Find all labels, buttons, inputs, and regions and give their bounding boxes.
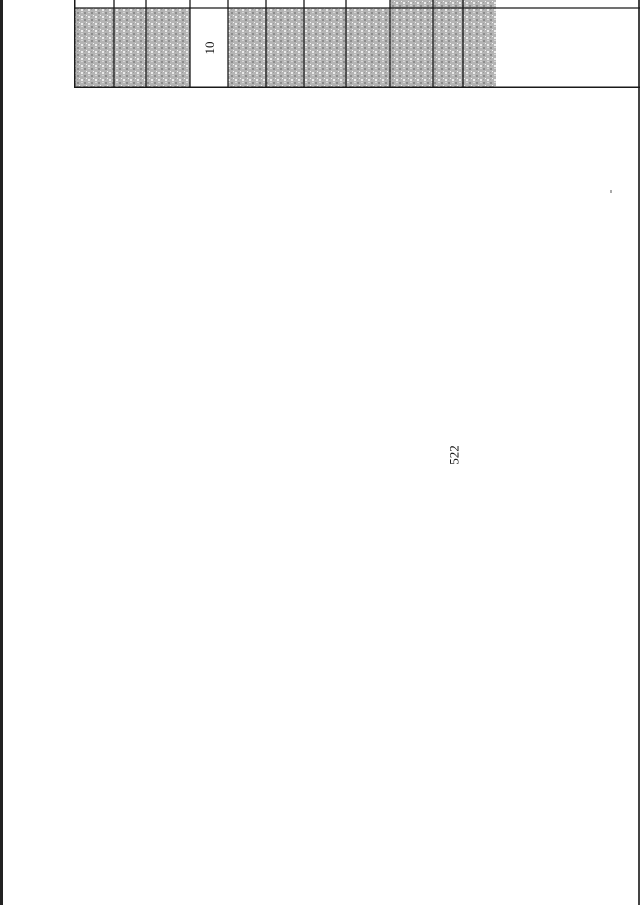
hatched-cell [304, 8, 346, 88]
hatched-cell [390, 0, 433, 8]
coefficient-value [228, 0, 266, 8]
coefficient-value [74, 0, 114, 8]
table-grid [74, 0, 640, 88]
hatched-cell [463, 8, 496, 88]
hatched-cell [433, 8, 463, 88]
hatched-cell [390, 8, 433, 88]
hatched-cell [114, 8, 146, 88]
coefficient-value [266, 0, 304, 8]
hatched-cell [433, 0, 463, 8]
coefficient-value [146, 0, 190, 8]
coefficient-value [304, 0, 346, 8]
coefficient-value [114, 0, 146, 8]
page-number: 522 [446, 445, 462, 465]
hatched-cell [463, 0, 496, 8]
scan-speck [610, 190, 612, 193]
hatched-cell [346, 8, 390, 88]
coefficient-table [74, 0, 640, 88]
coefficient-value [190, 0, 228, 8]
hatched-cell [146, 8, 190, 88]
coefficient-value: 10 [201, 41, 217, 55]
hatched-cell [74, 8, 114, 88]
coefficient-value [346, 0, 390, 8]
hatched-cell [266, 8, 304, 88]
hatched-cell [228, 8, 266, 88]
